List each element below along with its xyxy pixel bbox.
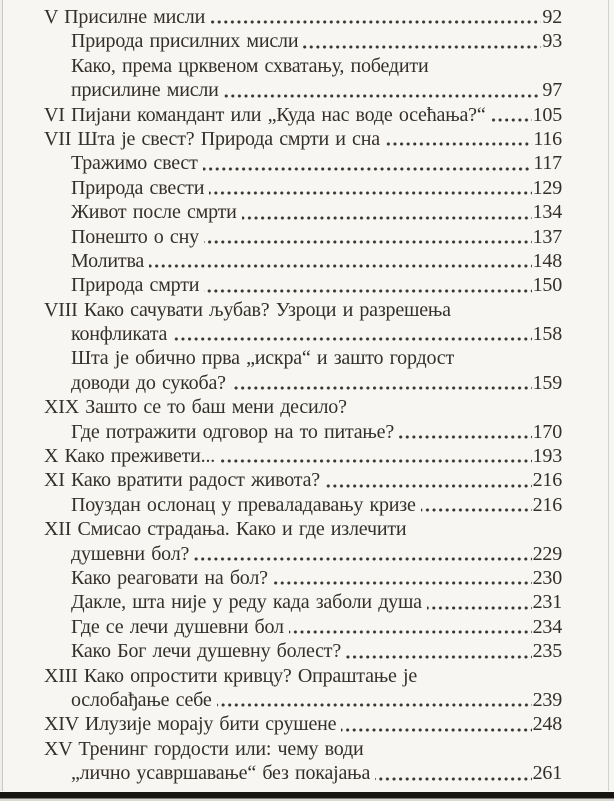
dot-leader [210, 5, 541, 29]
dot-leader [204, 273, 531, 297]
toc-entry [44, 298, 562, 322]
toc-entry-title: присилине мисли [71, 79, 219, 102]
toc-entry [44, 346, 562, 370]
toc-entry [44, 5, 562, 29]
toc-entry-title: Живот после смрти [71, 201, 237, 224]
toc-entry [44, 176, 562, 200]
toc-entry-title: Молитва [71, 249, 145, 272]
toc-entry-title: конфликата [71, 323, 168, 346]
toc-entry-title: V Присилне мисли [44, 6, 206, 28]
toc-entry-page: 148 [532, 249, 562, 272]
toc-entry-title: Како реаговати на бол? [71, 566, 268, 589]
dot-leader [399, 420, 532, 444]
toc-entry [44, 29, 562, 53]
dot-leader [303, 29, 541, 53]
dot-leader [231, 371, 532, 395]
toc-entry-page: 97 [542, 79, 562, 102]
toc-entry-title: Понешто о сну [71, 225, 199, 248]
dot-leader [220, 444, 532, 468]
toc-entry-title: Поуздан ослонац у преваладавању кризе [71, 493, 416, 516]
toc-entry-page: 137 [532, 225, 562, 248]
toc-entry-title: Тражимо свест [71, 152, 198, 175]
dot-leader [375, 761, 531, 785]
toc-entry [44, 468, 562, 492]
page-right-edge-line [608, 0, 609, 793]
toc-entry [44, 542, 562, 566]
dot-leader [217, 688, 532, 712]
toc-entry [44, 444, 562, 468]
toc-entry-title: XV Тренинг гордости или: чему води [44, 737, 364, 760]
dot-leader [385, 127, 532, 151]
toc-entry-page: 158 [532, 323, 562, 346]
toc-entry-title: Где се лечи душевни бол [71, 615, 284, 638]
toc-entry [44, 615, 562, 639]
toc-entry-page: 235 [532, 640, 562, 663]
page-left-edge [0, 0, 3, 801]
toc-entry [44, 200, 562, 224]
toc-entry [44, 639, 562, 663]
toc-entry-title: XIX Зашто се то баш мени десило? [44, 396, 347, 419]
dot-leader [203, 151, 533, 175]
toc-entry-title: ослобађање себе [71, 688, 212, 711]
toc-entry-page: 234 [532, 615, 562, 638]
toc-entry-page: 170 [532, 420, 562, 443]
toc-entry-page: 117 [533, 152, 562, 175]
dot-leader [491, 103, 532, 127]
toc-entry-title: душевни бол? [71, 542, 190, 565]
toc-entry [44, 517, 562, 541]
toc-entry-page: 239 [532, 688, 562, 711]
toc-entry-page: 105 [532, 103, 562, 126]
toc-entry-title: VI Пијани командант или „Куда нас воде осећања?“ [44, 103, 486, 126]
toc-entry-title: XIII Како опростити кривцу? Опраштање је [44, 664, 418, 687]
toc-entry-title: XIV Илузије морају бити срушене [44, 713, 337, 736]
toc-entry-page: 92 [542, 6, 562, 28]
dot-leader [325, 468, 532, 492]
toc-entry [44, 225, 562, 249]
dot-leader [421, 493, 532, 517]
toc-entry-page: 261 [532, 762, 562, 785]
toc-entry-title: Шта је обично прва „искра“ и зашто гордост [71, 347, 454, 370]
dot-leader [204, 225, 532, 249]
toc-entry [44, 590, 562, 614]
toc-entry [44, 273, 562, 297]
toc-entry [44, 249, 562, 273]
toc-entry-title: Како Бог лечи душевну болест? [71, 640, 342, 663]
dot-leader [341, 712, 531, 736]
dot-leader [346, 639, 532, 663]
dot-leader [149, 249, 531, 273]
toc-entry-page: 116 [533, 127, 562, 150]
toc-entry [44, 78, 562, 102]
toc-entry [44, 688, 562, 712]
dot-leader [194, 542, 531, 566]
toc-entry-title: XI Како вратити радост живота? [44, 469, 320, 492]
dot-leader [172, 322, 531, 346]
toc-entry-page: 134 [532, 201, 562, 224]
toc-entry [44, 420, 562, 444]
toc-entry-page: 229 [532, 542, 562, 565]
toc-entry [44, 151, 562, 175]
toc-entry-page: 216 [532, 469, 562, 492]
dot-leader [289, 615, 532, 639]
toc-entry-title: Где потражити одговор на то питање? [71, 420, 395, 443]
toc-entry-title: Природа присилних мисли [71, 30, 299, 53]
dot-leader [273, 566, 532, 590]
toc-entry-title: X Како преживети... [44, 445, 216, 468]
toc-entry [44, 127, 562, 151]
toc-entry-page: 150 [532, 274, 562, 297]
toc-entry [44, 395, 562, 419]
toc-entry-title: Како, према црквеном схватању, победити [71, 54, 429, 77]
toc-entry [44, 103, 562, 127]
dot-leader [427, 590, 532, 614]
toc-entry-page: 248 [532, 713, 562, 736]
toc-entry [44, 737, 562, 761]
toc-entry-title: VIII Како сачувати љубав? Узроци и разрешења [44, 298, 451, 321]
toc-entry-title: доводи до сукоба? [71, 371, 226, 394]
toc-entry-title: „лично усавршавање“ без покајања [71, 762, 371, 785]
toc-entry [44, 322, 562, 346]
toc-entry [44, 761, 562, 785]
dot-leader [224, 78, 542, 102]
toc-entry-page: 230 [532, 566, 562, 589]
toc-entry-page: 216 [532, 493, 562, 516]
toc-entry-page: 93 [542, 30, 562, 53]
toc-entry [44, 664, 562, 688]
toc-entry-title: Природа смрти [71, 274, 200, 297]
dot-leader [209, 176, 531, 200]
toc-entry-title: VII Шта је свест? Природа смрти и сна [44, 127, 380, 150]
toc-entry-page: 231 [532, 591, 562, 614]
toc-entry-page: 193 [532, 445, 562, 468]
dot-leader [242, 200, 532, 224]
toc-entry-page: 129 [532, 176, 562, 199]
scan-bottom-bar [0, 791, 614, 801]
toc-entry-page: 159 [532, 371, 562, 394]
toc-list [44, 5, 562, 786]
toc-entry [44, 493, 562, 517]
toc-entry [44, 371, 562, 395]
toc-entry [44, 712, 562, 736]
toc-entry-title: Природа свести [71, 176, 205, 199]
toc-entry [44, 54, 562, 78]
toc-entry-title: Дакле, шта није у реду када заболи душа [71, 591, 422, 614]
toc-entry-title: XII Смисао страдања. Како и где излечити [44, 518, 407, 541]
toc-entry [44, 566, 562, 590]
